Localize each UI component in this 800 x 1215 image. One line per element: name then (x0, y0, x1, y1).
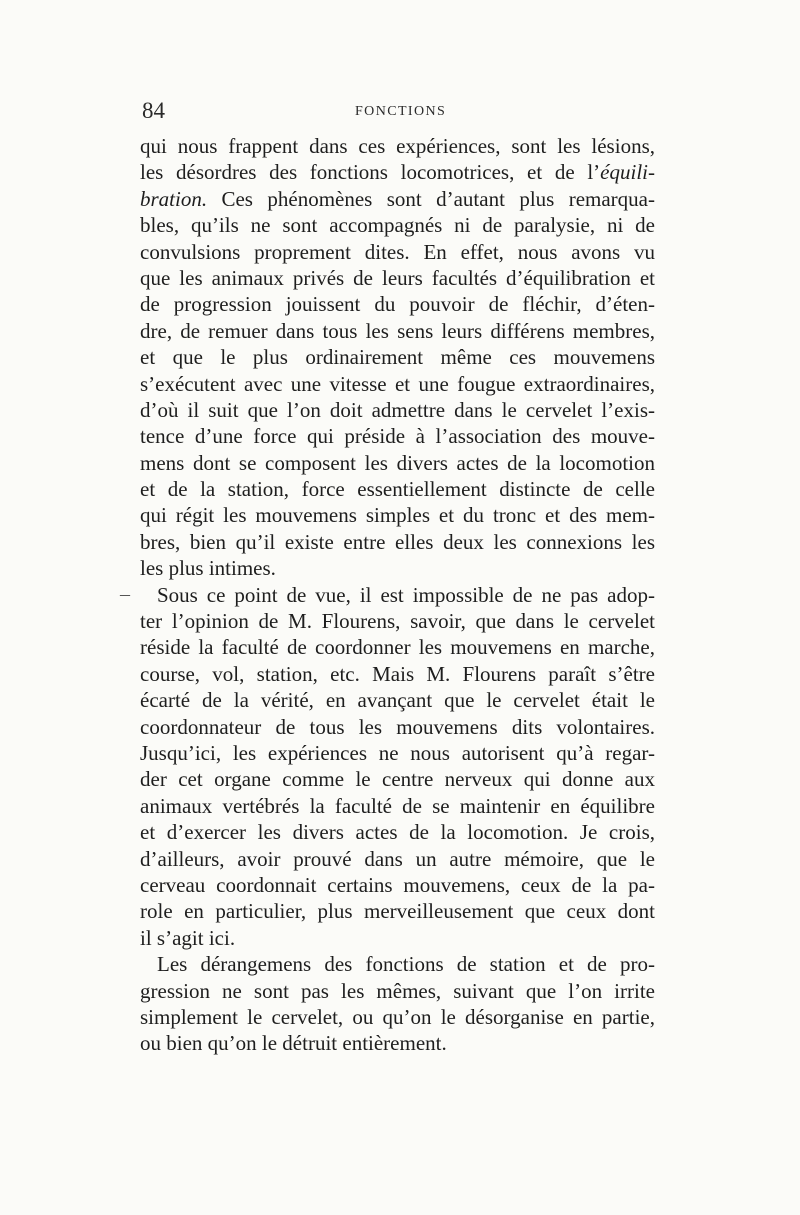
page-header (140, 98, 660, 128)
text-line: bres, bien qu’il existe entre elles deux les connexions les (140, 529, 655, 554)
paragraph-1 (140, 133, 655, 582)
text-line: il s’agit ici. (140, 925, 236, 950)
text-line: bles, qu’ils ne sont accompagnés ni de paralysie, ni de (140, 213, 655, 238)
text-line: réside la faculté de coordonner les mouvemens en marche, (140, 635, 655, 660)
text-line: gression ne sont pas les mêmes, suivant que l’on irrite (140, 978, 655, 1003)
body-text (140, 133, 655, 1057)
text-line: convulsions proprement dites. En effet, nous avons vu (140, 239, 655, 264)
text-line: dre, de remuer dans tous les sens leurs différens membres, (140, 318, 655, 343)
text-line: coordonnateur de tous les mouvemens dits volontaires. (140, 714, 655, 739)
text-line: d’ailleurs, avoir prouvé dans un autre mémoire, que le (140, 846, 655, 871)
text-line: et que le plus ordinairement même ces mouvemens (140, 345, 655, 370)
text-line: d’où il suit que l’on doit admettre dans le cervelet l’exis- (140, 397, 655, 422)
text-line: qui nous frappent dans ces expériences, sont les lésions, (140, 134, 655, 158)
text-line: Sous ce point de vue, il est impossible de ne pas adop- (157, 582, 655, 607)
text-line: ter l’opinion de M. Flourens, savoir, que dans le cervelet (140, 609, 655, 634)
text-line: ou bien qu’on le détruit entièrement. (140, 1031, 447, 1056)
text-line: tence d’une force qui préside à l’association des mouve- (140, 424, 655, 449)
text-line: et d’exercer les divers actes de la locomotion. Je crois, (140, 820, 655, 845)
text-line: que les animaux privés de leurs facultés d’équilibration et (140, 265, 655, 290)
text-line (140, 159, 655, 185)
text-line: der cet organe comme le centre nerveux qui donne aux (140, 767, 655, 792)
margin-mark: – (120, 583, 130, 605)
text-line: Jusqu’ici, les expériences ne nous autorisent qu’à regar- (140, 740, 655, 765)
text-line: écarté de la vérité, en avançant que le cervelet était le (140, 688, 655, 713)
text-line: animaux vertébrés la faculté de se maintenir en équilibre (140, 793, 655, 818)
text-line: role en particulier, plus merveilleusement que ceux dont (140, 899, 655, 924)
text-line: course, vol, station, etc. Mais M. Flourens paraît s’être (140, 661, 655, 686)
italic-word: équili- (600, 160, 655, 185)
page-number: 84 (142, 98, 165, 123)
text-line: de progression jouissent du pouvoir de fléchir, d’éten- (140, 292, 655, 317)
paragraph-2 (140, 582, 655, 951)
text-line: cerveau coordonnait certains mouvemens, ceux de la pa- (140, 872, 655, 897)
text-line-content: les désordres des fonctions locomotrices, et de l’ (140, 160, 601, 185)
text-line-rest: Ces phénomènes sont d’autant plus remarqua- (207, 186, 655, 211)
text-line: et de la station, force essentiellement distincte de celle (140, 477, 655, 502)
text-line: qui régit les mouvemens simples et du tronc et des mem- (140, 503, 655, 528)
text-line: simplement le cervelet, ou qu’on le désorganise en partie, (140, 1004, 655, 1029)
paragraph-3 (140, 951, 655, 1057)
running-head: FONCTIONS (355, 104, 447, 119)
text-line: les plus intimes. (140, 556, 276, 581)
text-line: s’exécutent avec une vitesse et une fougue extraordinaires, (140, 371, 655, 396)
text-line: mens dont se composent les divers actes de la locomotion (140, 450, 655, 475)
text-line (140, 186, 655, 212)
text-line: Les dérangemens des fonctions de station et de pro- (157, 952, 655, 977)
italic-word: bration. (140, 186, 208, 211)
